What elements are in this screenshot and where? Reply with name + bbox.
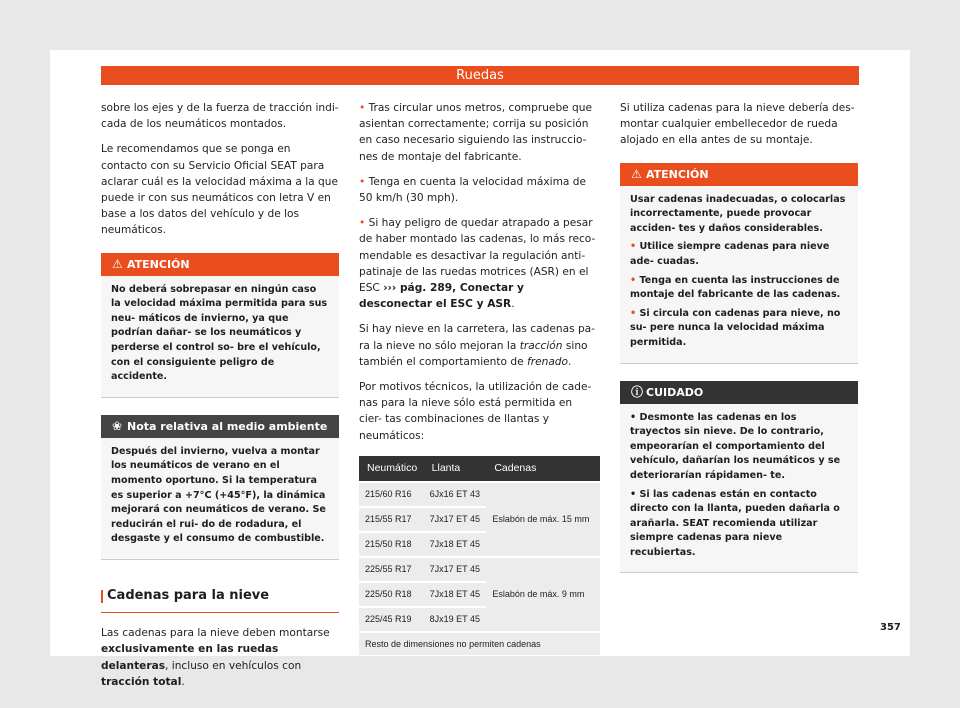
caution-bullet: • Si las cadenas están en contacto directo con la llanta, pueden dañarla o arañarla. SEAT recomienda utilizar siempre cadenas para nieve recubiertas.: [630, 488, 840, 558]
info-circle-icon: ⓘ: [631, 384, 644, 399]
warning-bullet: • Si circula con cadenas para nieve, no su- pere nunca la velocidad máxima permitida.: [630, 307, 841, 348]
chain-spec-cell: Eslabón de máx. 9 mm: [486, 557, 600, 632]
bullet-item: • Tras circular unos metros, compruebe que asientan correctamente; corrija su posición en caso necesario siguiendo las instruccio- nes de montaje del fabricante.: [359, 102, 593, 163]
caution-title: CUIDADO: [646, 385, 704, 399]
table-row: 215/50 R18 7Jx18 ET 45: [359, 532, 600, 557]
warning-triangle-icon: ⚠: [631, 166, 642, 181]
table-row: 225/50 R18 7Jx18 ET 45: [359, 582, 600, 607]
warning-title: ATENCIÓN: [127, 257, 190, 271]
tyre-chain-table: [359, 456, 600, 655]
table-row: 215/60 R16 6Jx16 ET 43 Eslabón de máx. 15 mm: [359, 482, 600, 507]
warning-header: [620, 163, 858, 186]
column-1: [101, 100, 339, 699]
table-row: 215/55 R17 7Jx17 ET 45: [359, 507, 600, 532]
caution-header: [620, 381, 858, 404]
warning-box: [101, 253, 339, 398]
paragraph: Si hay nieve en la carretera, las cadenas pa- ra la nieve no sólo mejoran la tracción sino también el comportamiento de frenado.: [359, 323, 596, 368]
table-row: 225/45 R19 8Jx19 ET 45: [359, 607, 600, 632]
section-title: Cadenas para la nieve: [101, 588, 339, 613]
paragraph: sobre los ejes y de la fuerza de tracción indi- cada de los neumáticos montados.: [101, 102, 339, 131]
environment-note-text: Después del invierno, vuelva a montar los neumáticos de verano en el momento oportuno. Si la temperatura es superior a +7°C (+45°F), la dinámica mejorará con neumáticos de verano. Se reducirán el rui- do de rodadura, el desgaste y el consumo de combustible.: [111, 445, 326, 545]
page-reference-link[interactable]: ››› pág. 289, Conectar y desconectar el ESC y ASR: [359, 282, 524, 311]
bullet-item: • Si hay peligro de quedar atrapado a pesar de haber montado las cadenas, lo más reco- mendable es desactivar la regulación anti- patinaje de las ruedas motrices (ASR) en el ESC ››› pág. 289, Conectar y desconectar el ESC y ASR.: [359, 217, 596, 311]
warning-triangle-icon: ⚠: [112, 256, 123, 271]
paragraph: Las cadenas para la nieve deben montarse exclusivamente en las ruedas delanteras, incluso en vehículos con tracción total.: [101, 627, 330, 688]
column-header: Neumático: [359, 456, 424, 482]
table-header-row: [359, 456, 600, 482]
caution-bullet: • Desmonte las cadenas en los trayectos sin nieve. De lo contrario, empeorarían el comportamiento del vehículo, dañarían los neumáticos y se deteriorarían rápidamen- te.: [630, 411, 841, 481]
environment-note-title: Nota relativa al medio ambiente: [127, 419, 328, 433]
warning-title: ATENCIÓN: [646, 167, 709, 181]
column-header: Cadenas: [486, 456, 600, 482]
column-2: [359, 100, 597, 655]
chain-spec-cell: Eslabón de máx. 15 mm: [486, 482, 600, 557]
table-footer-row: Resto de dimensiones no permiten cadenas: [359, 632, 600, 655]
warning-text: No deberá sobrepasar en ningún caso la velocidad máxima permitida para sus neu- máticos de invierno, ya que podrían dañar- se los neumáticos y perderse el control so- bre el vehículo, con el consiguiente peligro de accidente.: [111, 283, 328, 383]
environment-note-box: [101, 415, 339, 560]
paragraph: Le recomendamos que se ponga en contacto con su Servicio Oficial SEAT para aclarar cuál es la velocidad máxima a la que puede ir con sus neumáticos con letra V en base a los datos del vehículo y de los neumáticos.: [101, 143, 338, 237]
leaf-icon: ❀: [112, 418, 123, 433]
warning-bullet: • Tenga en cuenta las instrucciones de montaje del fabricante de las cadenas.: [630, 274, 841, 301]
table-row: 225/55 R17 7Jx17 ET 45 Eslabón de máx. 9 mm: [359, 557, 600, 582]
column-3: [620, 100, 858, 573]
column-header: Llanta: [424, 456, 487, 482]
environment-note-header: [101, 415, 339, 438]
warning-header: [101, 253, 339, 276]
paragraph: Por motivos técnicos, la utilización de cade- nas para la nieve sólo está permitida en cier- tas combinaciones de llantas y neumáticos:: [359, 381, 592, 442]
bullet-item: • Tenga en cuenta la velocidad máxima de 50 km/h (30 mph).: [359, 175, 587, 205]
warning-bullet: • Utilice siempre cadenas para nieve ade- cuadas.: [630, 241, 830, 267]
warning-box: [620, 163, 858, 364]
warning-text: Usar cadenas inadecuadas, o colocarlas incorrectamente, puede provocar acciden- tes y daños considerables.: [630, 193, 846, 234]
page-header: Ruedas: [101, 66, 859, 85]
caution-box: [620, 381, 858, 574]
page-number: 357: [880, 622, 901, 633]
paragraph: Si utiliza cadenas para la nieve debería des- montar cualquier embellecedor de rueda alojado en ella antes de su montaje.: [620, 102, 855, 147]
